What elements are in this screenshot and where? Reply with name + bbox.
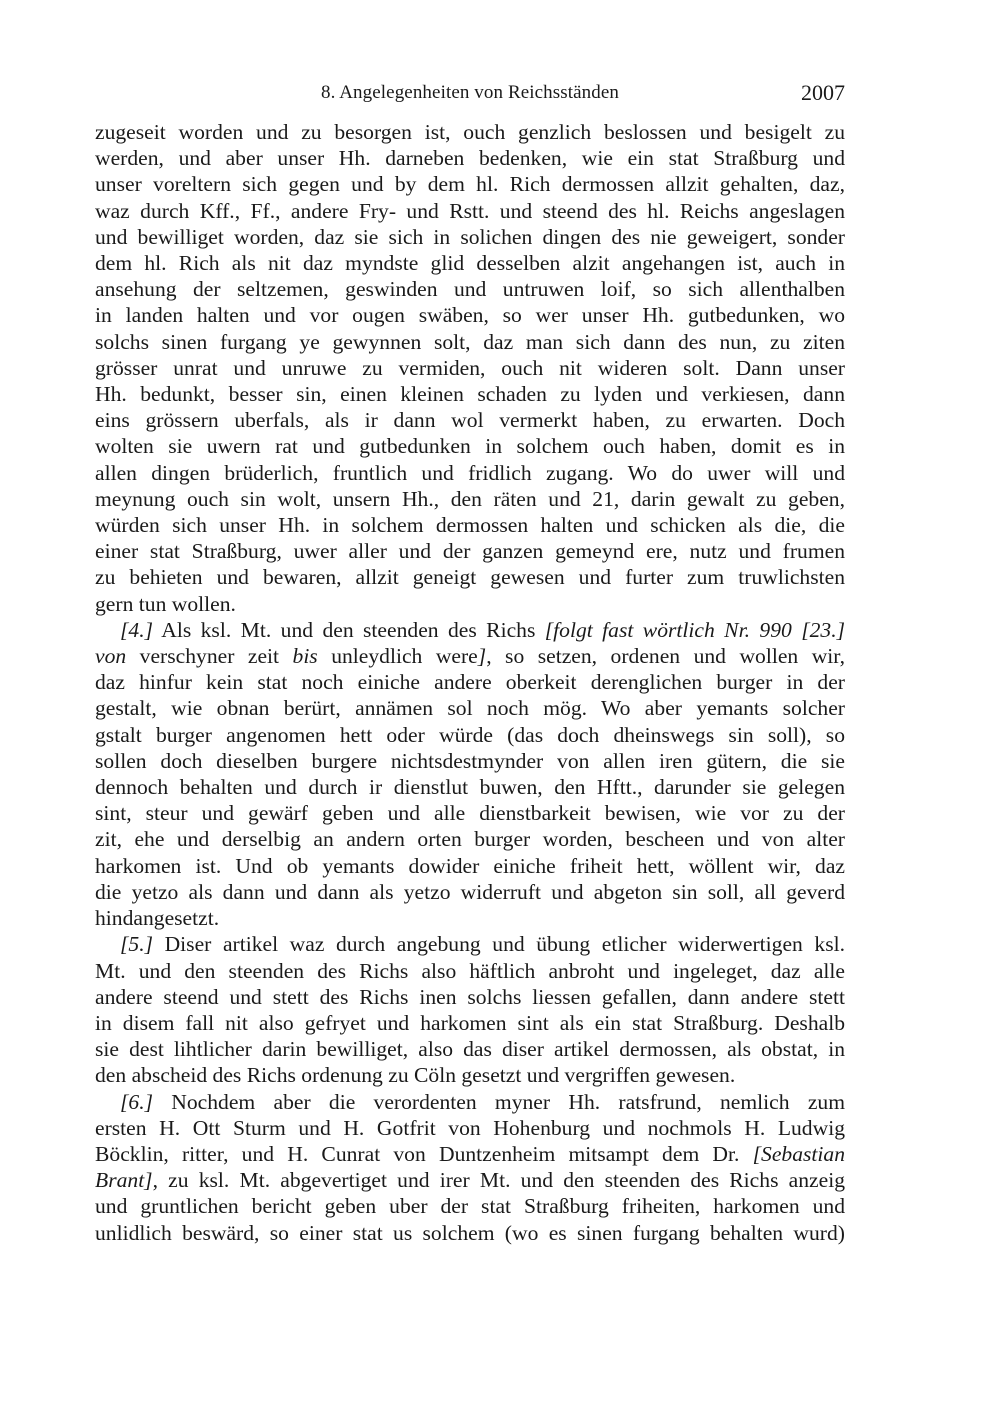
- text-run: , zu ksl. Mt. abgevertiget und irer Mt. und den steenden des Richs anzeig: [152, 1168, 845, 1193]
- editorial-note: Brant]: [95, 1168, 153, 1193]
- text-line: dem hl. Rich als nit daz myndste glid desselben alzit angehangen ist, auch in: [95, 251, 845, 276]
- body-text: [95, 119, 845, 1246]
- text-line: unlidlich beswärd, so einer stat us solchem (wo es sinen furgang behalten wurd): [95, 1220, 845, 1245]
- text-line: gestalt, wie obnan berürt, annämen sol noch mög. Wo aber yemants solcher: [95, 696, 845, 721]
- text-line: daz hinfur kein stat noch einiche andere oberkeit derenglichen burger in der: [95, 670, 845, 695]
- editorial-note: [Sebastian: [752, 1141, 845, 1166]
- text-line: und bewilliget worden, daz sie sich in solichen dingen des nie geweigert, sonder: [95, 224, 845, 249]
- text-line: grösser unrat und unruwe zu vermiden, ouch nit wideren solt. Dann unser: [95, 355, 845, 380]
- text-line: hindangesetzt.: [95, 906, 220, 931]
- page-header: [95, 80, 845, 110]
- text-line: allen dingen brüderlich, fruntlich und fridlich zugang. Wo do uwer will und: [95, 460, 845, 485]
- paragraph-4: [95, 617, 845, 931]
- text-line: in landen halten und vor ougen swäben, so wer unser Hh. gutbedunken, wo: [95, 303, 845, 328]
- text-run: unleydlich were: [317, 644, 478, 669]
- text-line: [95, 1167, 845, 1193]
- text-run: verschyner zeit: [126, 644, 293, 669]
- text-line: sollen doch dieselben burgere nichtsdestmynder von allen iren gütern, die sie: [95, 748, 845, 773]
- text-line: die yetzo als dann und dann als yetzo widerruft und abgeton sin soll, all geverd: [95, 879, 845, 904]
- section-marker: [4.]: [120, 617, 154, 642]
- text-line: gstalt burger angenomen hett oder würde (das doch dheinswegs sin soll), so: [95, 722, 845, 747]
- text-line: unser voreltern sich gegen und by dem hl. Rich dermossen allzit gehalten, daz,: [95, 172, 845, 197]
- text-line: [95, 1141, 845, 1167]
- text-line: werden, und aber unser Hh. darneben bedenken, wie ein stat Straßburg und: [95, 146, 845, 171]
- text-line: dennoch behalten und durch ir dienstlut buwen, den Hftt., darunder sie gelegen: [95, 775, 845, 800]
- editorial-note: bis: [292, 644, 318, 669]
- text-run: Böcklin, ritter, und H. Cunrat von Duntzenheim mitsampt dem Dr.: [95, 1141, 753, 1166]
- text-run: , so setzen, ordenen und wollen wir,: [486, 644, 846, 669]
- section-marker: [5.]: [120, 932, 154, 957]
- text-line: würden sich unser Hh. in solchem dermossen halten und schicken als die, die: [95, 513, 845, 538]
- text-run: Als ksl. Mt. und den steenden des Richs: [153, 617, 545, 642]
- text-line: zit, ehe und derselbig an andern orten burger worden, bescheen und von alter: [95, 827, 845, 852]
- editorial-note: ]: [477, 644, 487, 669]
- text-line: in disem fall nit also gefryet und harkomen sint als ein stat Straßburg. Deshalb: [95, 1010, 845, 1035]
- text-line: [95, 643, 845, 669]
- text-line: meynung ouch sin wolt, unsern Hh., den räten und 21, darin gewalt zu geben,: [95, 486, 845, 511]
- text-line: ansehung der seltzemen, geswinden und untruwen loif, so sich allenthalben: [95, 277, 845, 302]
- text-line: Hh. bedunkt, besser sin, einen kleinen schaden zu lyden und verkiesen, dann: [95, 382, 845, 407]
- paragraph-continuation: [95, 119, 845, 617]
- text-line: waz durch Kff., Ff., andere Fry- und Rstt. und steend des hl. Reichs angeslagen: [95, 198, 845, 223]
- text-line: zu behieten und bewaren, allzit geneigt gewesen und furter zum truwlichsten: [95, 565, 845, 590]
- text-line: wolten sie uwern rat und gutbedunken in solchem ouch haben, domit es in: [95, 434, 845, 459]
- paragraph-5: [95, 931, 845, 1088]
- running-head: 8. Angelegenheiten von Reichsständen: [320, 82, 620, 103]
- section-marker: [6.]: [120, 1089, 154, 1114]
- text-line: harkomen ist. Und ob yemants dowider einiche friheit hett, wöllent wir, daz: [95, 853, 845, 878]
- text-line: solchs sinen furgang ye gewynnen solt, daz man sich dann des nun, zu ziten: [95, 329, 845, 354]
- page-number: 2007: [801, 80, 845, 105]
- text-line: den abscheid des Richs ordenung zu Cöln gesetzt und vergriffen gewesen.: [95, 1063, 736, 1088]
- text-line: sint, steur und gewärf geben und alle dienstbarkeit bewisen, wie vor zu der: [95, 801, 845, 826]
- text-line: einer stat Straßburg, uwer aller und der ganzen gemeynd ere, nutz und frumen: [95, 539, 845, 564]
- text-line: sie dest lihtlicher darin bewilliget, also das diser artikel dermossen, als obstat, in: [95, 1037, 845, 1062]
- editorial-note: von: [95, 644, 127, 669]
- text-line: gern tun wollen.: [95, 591, 236, 616]
- text-line: [95, 931, 845, 957]
- text-line: [95, 1089, 845, 1115]
- editorial-note: [folgt fast wörtlich Nr. 990 [23.]: [544, 617, 845, 642]
- paragraph-6: [95, 1089, 845, 1246]
- text-line: zugeseit worden und zu besorgen ist, ouch genzlich beslossen und besigelt zu: [95, 120, 845, 144]
- text-line: ersten H. Ott Sturm und H. Gotfrit von Hohenburg und nochmols H. Ludwig: [95, 1115, 845, 1140]
- text-line: Mt. und den steenden des Richs also häftlich anbroht und ingeleget, daz alle: [95, 958, 845, 983]
- text-run: Nochdem aber die verordenten myner Hh. ratsfrund, nemlich zum: [153, 1089, 845, 1114]
- text-line: [95, 617, 845, 643]
- text-line: und gruntlichen bericht geben uber der stat Straßburg friheiten, harkomen und: [95, 1194, 845, 1219]
- text-line: eins grössern uberfals, als ir dann wol vermerkt haben, zu erwarten. Doch: [95, 408, 845, 433]
- text-line: andere steend und stett des Richs inen solchs liessen gefallen, dann andere stett: [95, 984, 845, 1009]
- text-run: Diser artikel waz durch angebung und übung etlicher widerwertigen ksl.: [153, 932, 845, 957]
